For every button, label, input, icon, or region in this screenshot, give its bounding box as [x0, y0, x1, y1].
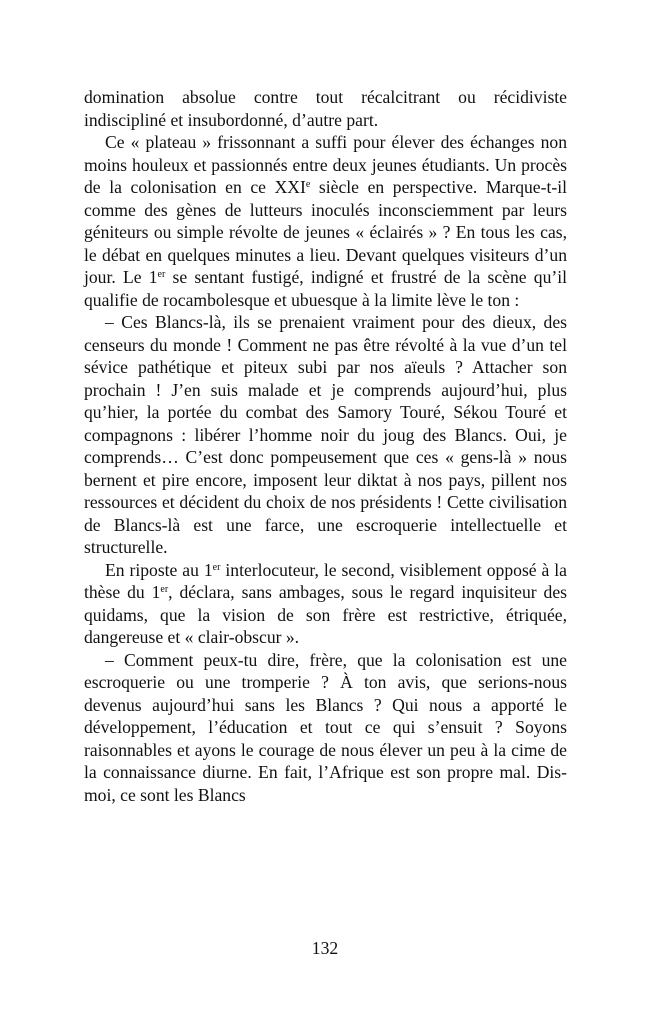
superscript: er	[157, 269, 166, 280]
superscript: er	[160, 584, 169, 595]
text-run: En riposte au 1	[105, 559, 213, 580]
text-run: Ce « plateau » frissonnant a suffi pour élever des échanges non moins houleux et passionnés entre deux jeunes étudiants. Un procès de la colonisation en ce XXI	[84, 132, 567, 197]
page-number: 132	[311, 938, 339, 958]
paragraph-4	[84, 559, 567, 649]
superscript: er	[212, 561, 221, 573]
text-run: , déclara, sans ambages, sous le regard inquisiteur des quidams, que la vision de son frère est restrictive, étriquée, dangereuse et « clair-obscur ».	[84, 582, 567, 647]
paragraph-3	[84, 311, 567, 559]
paragraph-1	[84, 86, 567, 131]
paragraph-2	[84, 131, 567, 311]
text-run: – Ces Blancs-là, ils se prenaient vraiment pour des dieux, des censeurs du monde ! Comment ne pas être révolté à la vue d’un tel sévice pathétique et piteux subi par nos aïeuls ? Attacher son prochain ! J’en suis malade et je comprends aujourd’hui, plus qu’hier, la portée du combat des Samory Touré, Sékou Touré et compagnons : libérer l’homme noir du joug des Blancs. Oui, je comprends… C’est donc pompeusement que ces « gens-là » nous bernent et pire encore, imposent leur diktat à nos pays, pillent nos ressources et décident du choix de nos présidents ! Cette civilisation de Blancs-là est une farce, une escroquerie intellectuelle et structurelle.	[84, 312, 567, 557]
page-body	[84, 86, 567, 806]
text-run: – Comment peux-tu dire, frère, que la colonisation est une escroquerie ou une tromperie ? À ton avis, que serions-nous devenus aujourd’hui sans les Blancs ? Qui nous a apporté le développement, l’éducation et tout ce qui s’ensuit ? Soyons raisonnables et ayons le courage de nous élever un peu à la cime de la connaissance diurne. En fait, l’Afrique est son propre mal. Dis-moi, ce sont les Blancs	[84, 649, 567, 805]
text-run: interlocuteur, le second, visiblement opposé à la thèse du 1	[84, 559, 567, 602]
text-run: se sentant fustigé, indigné et frustré de la scène qu’il qualifie de rocambolesque et ubuesque à la limite lève le ton :	[84, 267, 567, 310]
superscript: e	[305, 179, 311, 190]
text-run: domination absolue contre tout récalcitrant ou récidiviste indiscipliné et insubordonné, d’autre part.	[84, 87, 567, 130]
text-run: siècle en perspective. Marque-t-il comme des gènes de lutteurs inoculés inconsciemment par leurs géniteurs ou simple révolte de jeunes « éclairés » ? En tous les cas, le débat en quelques minutes a lieu. Devant quelques visiteurs d’un jour. Le 1	[84, 177, 567, 287]
paragraph-5	[84, 649, 567, 807]
